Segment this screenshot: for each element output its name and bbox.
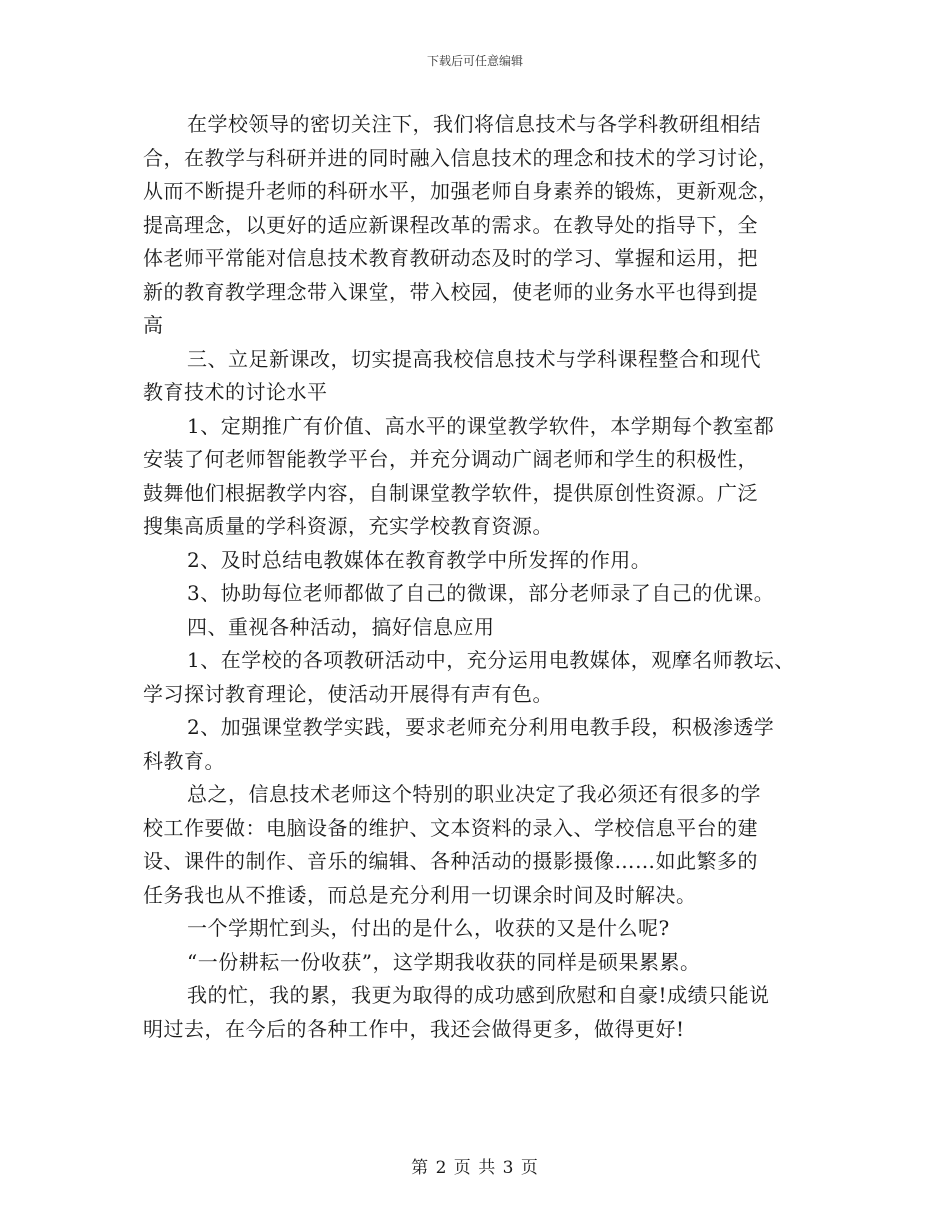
text-line: 搜集高质量的学科资源，充实学校教育资源。 <box>143 514 553 538</box>
text-line: 新的教育教学理念带入课堂，带入校园，使老师的业务水平也得到提 <box>143 279 758 304</box>
page-footer: 第 2 页 共 3 页 <box>411 1158 539 1178</box>
page-header: 下载后可任意编辑 <box>426 54 523 68</box>
text-line: 我的忙，我的累，我更为取得的成功感到欣慰和自豪!成绩只能说 <box>187 983 770 1007</box>
text-line: 从而不断提升老师的科研水平，加强老师自身素养的锻炼，更新观念， <box>143 179 779 203</box>
text-line: 设、课件的制作、音乐的编辑、各种活动的摄影摄像……如此繁多的 <box>143 849 758 873</box>
text-line: 科教育。 <box>143 748 225 773</box>
text-line: 明过去，在今后的各种工作中，我还会做得更多，做得更好! <box>143 1016 685 1041</box>
text-line: 1、在学校的各项教研活动中，充分运用电教媒体，观摩名师教坛、 <box>187 648 795 672</box>
text-line: “一份耕耘一份收获”，这学期我收获的同样是硕果累累。 <box>187 949 701 974</box>
text-line: 总之，信息技术老师这个特别的职业决定了我必须还有很多的学 <box>187 782 761 806</box>
text-line: 学习探讨教育理论，使活动开展得有声有色。 <box>143 681 553 706</box>
text-line: 三、立足新课改，切实提高我校信息技术与学科课程整合和现代 <box>187 346 761 371</box>
text-line: 3、协助每位老师都做了自己的微课，部分老师录了自己的优课。 <box>187 581 775 605</box>
text-line: 安装了何老师智能教学平台，并充分调动广阔老师和学生的积极性， <box>143 447 758 471</box>
text-line: 四、重视各种活动，搞好信息应用 <box>187 614 495 639</box>
text-line: 一个学期忙到头，付出的是什么，收获的又是什么呢? <box>187 916 670 940</box>
text-line: 在学校领导的密切关注下，我们将信息技术与各学科教研组相结 <box>187 112 761 136</box>
text-line: 校工作要做：电脑设备的维护、文本资料的录入、学校信息平台的建 <box>143 815 758 840</box>
text-line: 教育技术的讨论水平 <box>143 380 328 404</box>
text-line: 2、及时总结电教媒体在教育教学中所发挥的作用。 <box>187 547 652 572</box>
text-line: 合，在教学与科研并进的同时融入信息技术的理念和技术的学习讨论， <box>143 145 779 170</box>
document-body <box>143 108 833 1046</box>
text-line: 鼓舞他们根据教学内容，自制课堂教学软件，提供原创性资源。广泛 <box>143 480 758 505</box>
text-line: 提高理念，以更好的适应新课程改革的需求。在教导处的指导下，全 <box>143 212 758 237</box>
text-line: 体老师平常能对信息技术教育教研动态及时的学习、掌握和运用，把 <box>143 246 758 270</box>
text-line: 2、加强课堂教学实践，要求老师充分利用电教手段，积极渗透学 <box>187 715 775 739</box>
text-line: 1、定期推广有价值、高水平的课堂教学软件，本学期每个教室都 <box>187 413 775 438</box>
text-line: 高 <box>143 313 164 337</box>
text-line: 任务我也从不推诿，而总是充分利用一切课余时间及时解决。 <box>143 882 697 907</box>
